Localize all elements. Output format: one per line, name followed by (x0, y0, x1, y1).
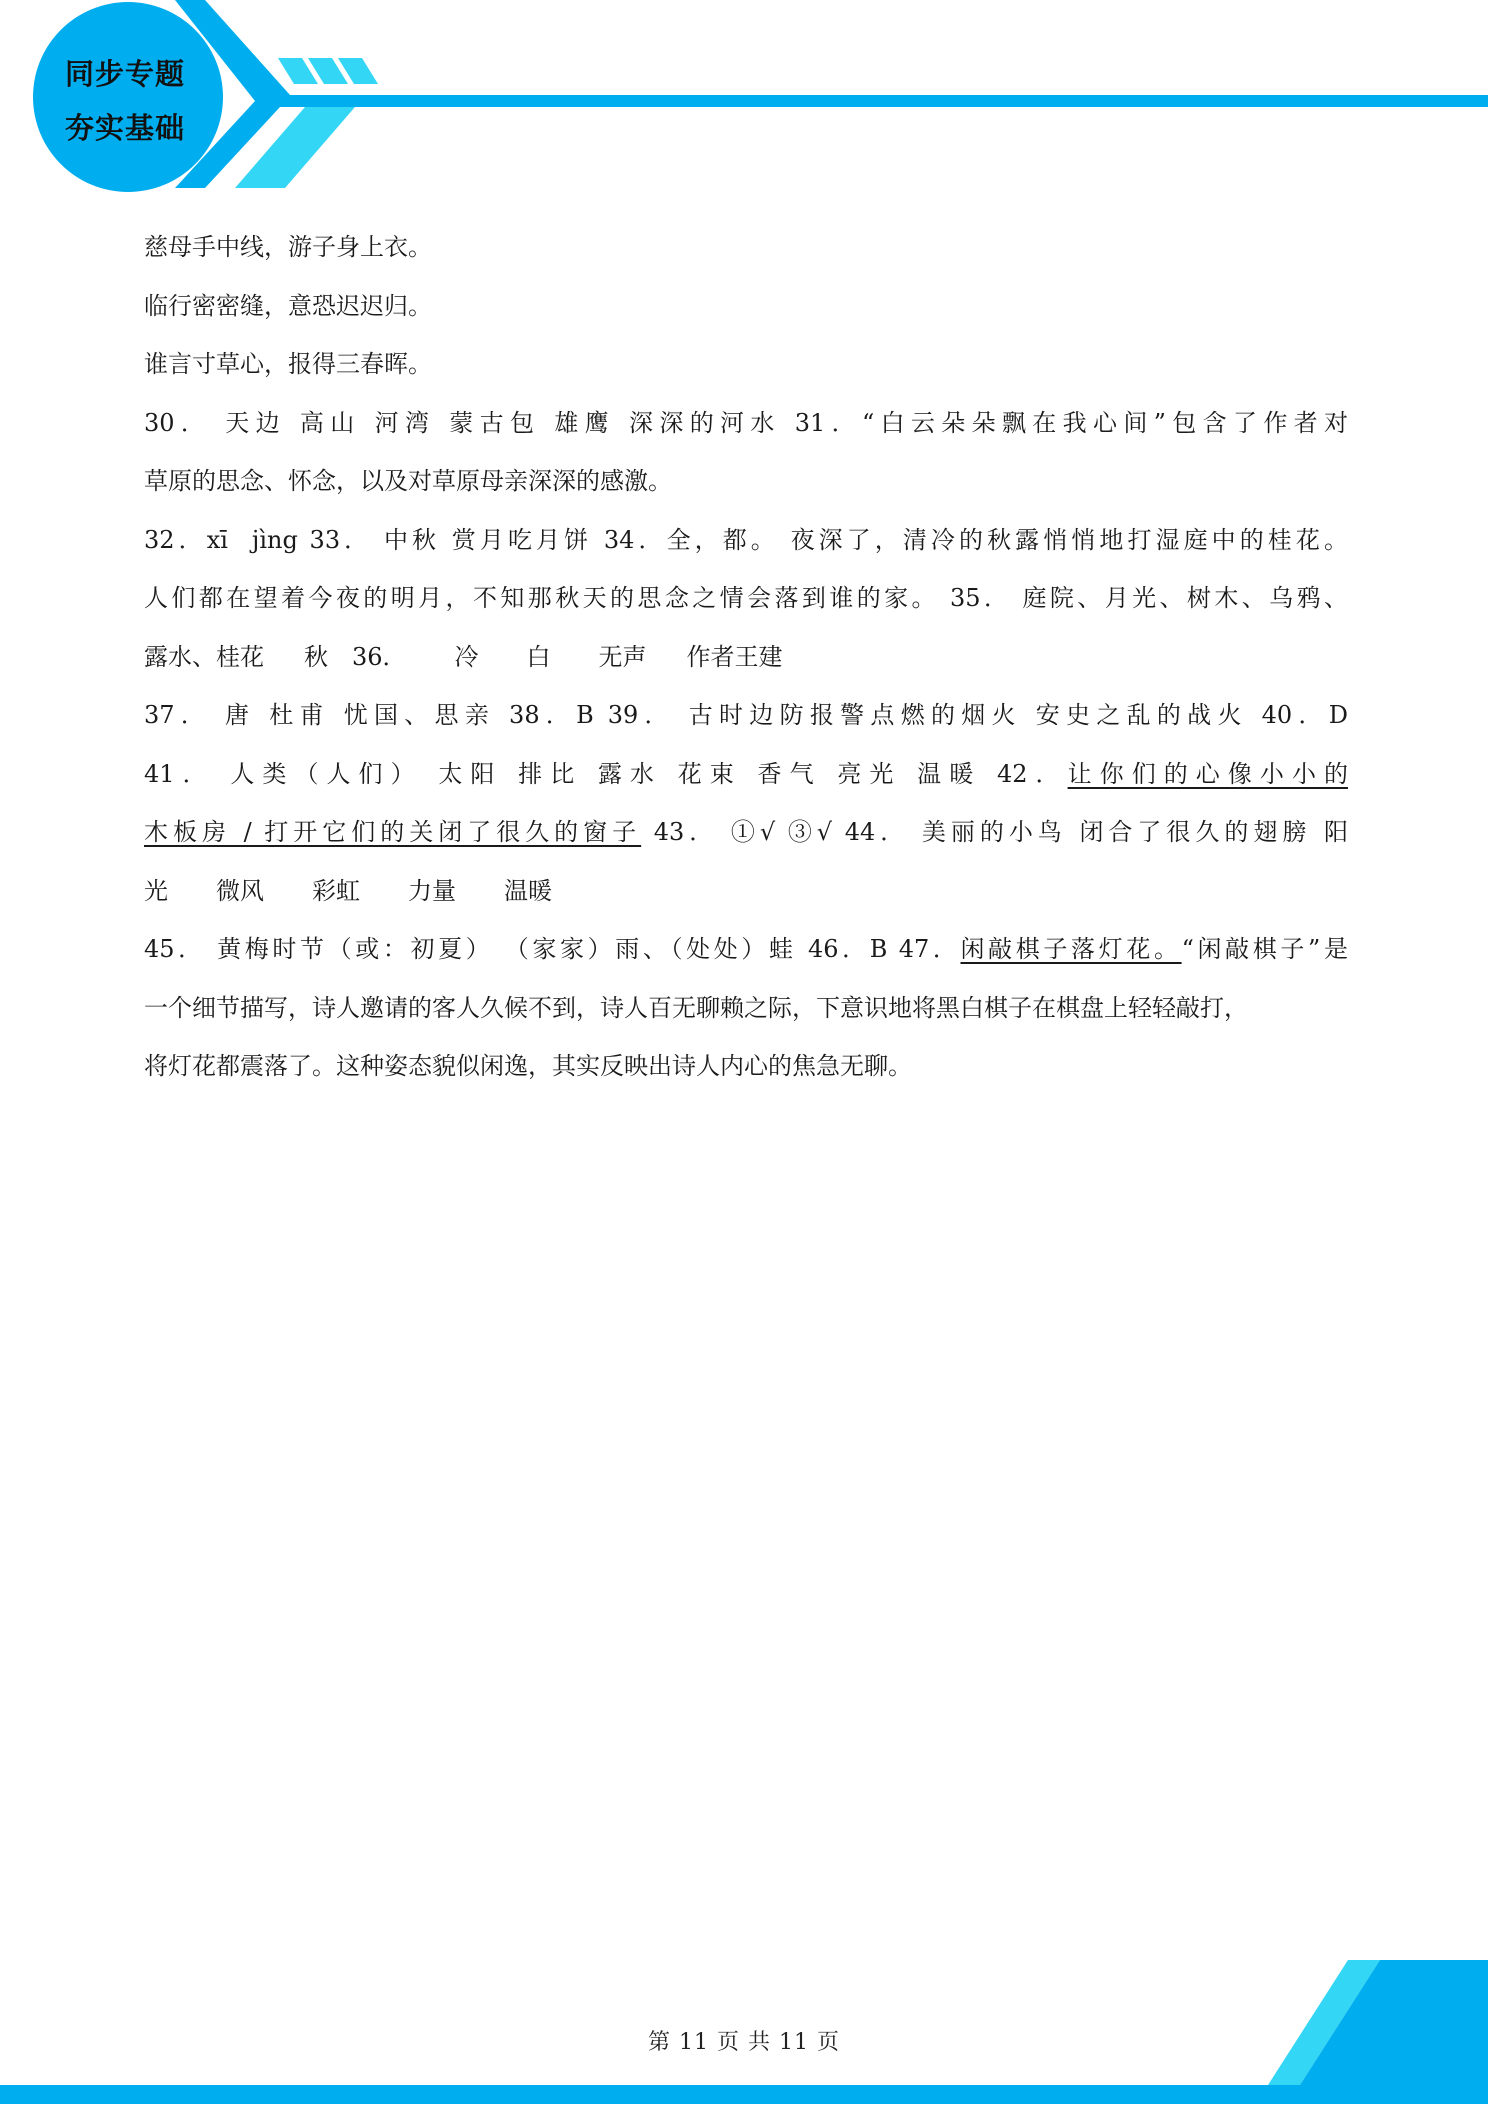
answer-item: 忧国、思亲 (343, 701, 496, 729)
question-number: 44． (844, 818, 910, 846)
question-number: 33． (309, 525, 373, 554)
answer-text: 露水、桂花 (144, 642, 264, 671)
header-badge-subtitle: 夯实基础 (64, 111, 185, 145)
answer-text: “白云朵朵飘在我心间”包含了作者对 (861, 408, 1349, 437)
poem-text: 慈母手中线，游子身上衣。 (144, 233, 432, 261)
answer-item: 河湾 (374, 408, 436, 437)
answer-item: 雄鹰 (554, 408, 616, 437)
underlined-answer: 让你们的心像小小的 (1067, 759, 1349, 788)
header-badge-circle (33, 2, 223, 192)
answer-text: “闲敲棋子”是 (1181, 935, 1348, 963)
answer-item (144, 526, 298, 554)
answer-text: 庭院、月光、树木、乌鸦、 (1022, 584, 1348, 612)
answer-line-42b (144, 803, 1348, 862)
answer-item: 作者王建 (686, 642, 783, 671)
answer-item: 黄梅时节（或：初夏） (217, 935, 494, 963)
question-number: 41． (144, 759, 215, 788)
answer-text: 一个细节描写，诗人邀请的客人久候不到，诗人百无聊赖之际，下意识地将黑白棋子在棋盘上轻轻敲打， (144, 993, 1248, 1022)
answer-item: 阳 (1323, 818, 1348, 846)
question-number: 36． (352, 642, 407, 671)
answer-content (144, 218, 1348, 1096)
answer-item: 太阳 (438, 759, 503, 788)
answer-item: 天边 (225, 408, 286, 437)
answer-line-44b (144, 862, 1348, 921)
question-number: 39． (607, 701, 675, 729)
answer-item: 高山 (299, 408, 361, 437)
footer-band (0, 2085, 1488, 2104)
answer-item: 温暖 (917, 759, 982, 788)
question-number: 37． (144, 701, 212, 729)
answer-item (604, 526, 779, 554)
question-number: 35． (950, 584, 1012, 612)
answer-item: 安史之乱的战火 (1035, 701, 1248, 729)
answer-text: 秋 (304, 642, 328, 671)
answer-line-34c (144, 569, 1348, 628)
answer-item: 排比 (518, 759, 583, 788)
answer-item: 冷 (454, 642, 479, 671)
header-band (255, 95, 1488, 107)
answer-text: 人们都在望着今夜的明月，不知那秋天的思念之情会落到谁的家。 (144, 584, 939, 612)
question-number: 42． (996, 759, 1068, 788)
underlined-answer: 木板房 / 打开它们的关闭了很久的窗子 (144, 818, 642, 846)
header-decoration (0, 0, 1488, 200)
answer-line-35b (144, 628, 1348, 687)
answer-line-41 (144, 745, 1348, 804)
poem-line (144, 277, 1348, 336)
answer-item: 露水 (597, 759, 663, 788)
answer-item (795, 409, 1348, 437)
answer-text: xī (206, 525, 228, 554)
answer-item: 人类（人们） (230, 759, 423, 788)
question-number: 34． (603, 525, 667, 554)
question-number: 31． (794, 408, 862, 437)
answer-item: （家家）雨、（处处）蛙 (504, 935, 797, 963)
question-number: 43． (653, 818, 719, 846)
answer-item: 白 (526, 642, 551, 671)
answer-line-32 (144, 511, 1348, 570)
header-badge-title: 同步专题 (64, 57, 185, 91)
answer-item: 无声 (598, 642, 647, 671)
answer-item: ③√ (787, 818, 833, 846)
answer-item: 微风 (216, 876, 264, 905)
answer-line-45 (144, 920, 1348, 979)
answer-line-30 (144, 394, 1348, 453)
answer-text: jìng (251, 525, 298, 554)
answer-item: 中秋 (383, 525, 441, 554)
answer-item: 花束 (677, 759, 742, 788)
answer-text: 将灯花都震落了。这种姿态貌似闲逸，其实反映出诗人内心的焦急无聊。 (144, 1052, 912, 1080)
answer-item (899, 935, 1348, 963)
answer-item: 力量 (408, 876, 456, 905)
answer-text: 夜深了，清冷的秋露悄悄地打湿庭中的桂花。 (790, 525, 1348, 554)
answer-item: 香气 (757, 759, 822, 788)
poem-line (144, 335, 1348, 394)
answer-item: 深深的河水 (629, 408, 781, 437)
question-number: 32． (144, 525, 207, 554)
answer-item: 闭合了很久的翅膀 (1079, 818, 1312, 846)
poem-text: 谁言寸草心，报得三春晖。 (144, 350, 432, 378)
answer-item: 杜甫 (269, 701, 330, 729)
answer-item: 光 (144, 876, 168, 905)
answer-line-47b (144, 979, 1348, 1038)
poem-line (144, 218, 1348, 277)
answer-line-37 (144, 686, 1348, 745)
answer-text: 全，都。 (666, 525, 779, 554)
answer-item: 温暖 (504, 876, 552, 905)
answer-item: 赏月吃月饼 (451, 525, 593, 554)
answer-item: 蒙古包 (449, 408, 541, 437)
answer-item: 彩虹 (312, 876, 360, 905)
question-number: 46．B (807, 935, 888, 963)
answer-item: 亮光 (837, 759, 902, 788)
question-number: 45． (144, 935, 206, 963)
question-number: 38．B (509, 701, 594, 729)
answer-item: 美丽的小鸟 (921, 818, 1067, 846)
answer-line-47c (144, 1037, 1348, 1096)
question-number: 40．D (1261, 701, 1348, 729)
answer-item: 古时边防报警点燃的烟火 (688, 701, 1022, 729)
question-number: 47． (898, 935, 961, 963)
answer-item (997, 760, 1348, 788)
question-number: 30． (144, 408, 212, 437)
footer-decoration (0, 1950, 1488, 2104)
page-number: 第 11 页 共 11 页 (648, 2030, 840, 2055)
answer-line-31b (144, 452, 1348, 511)
poem-text: 临行密密缝，意恐迟迟归。 (144, 291, 432, 320)
answer-item: ①√ (730, 818, 776, 846)
underlined-answer: 闲敲棋子落灯花。 (960, 935, 1182, 963)
answer-item: 唐 (225, 701, 256, 729)
answer-text: 草原的思念、怀念，以及对草原母亲深深的感激。 (144, 467, 672, 495)
